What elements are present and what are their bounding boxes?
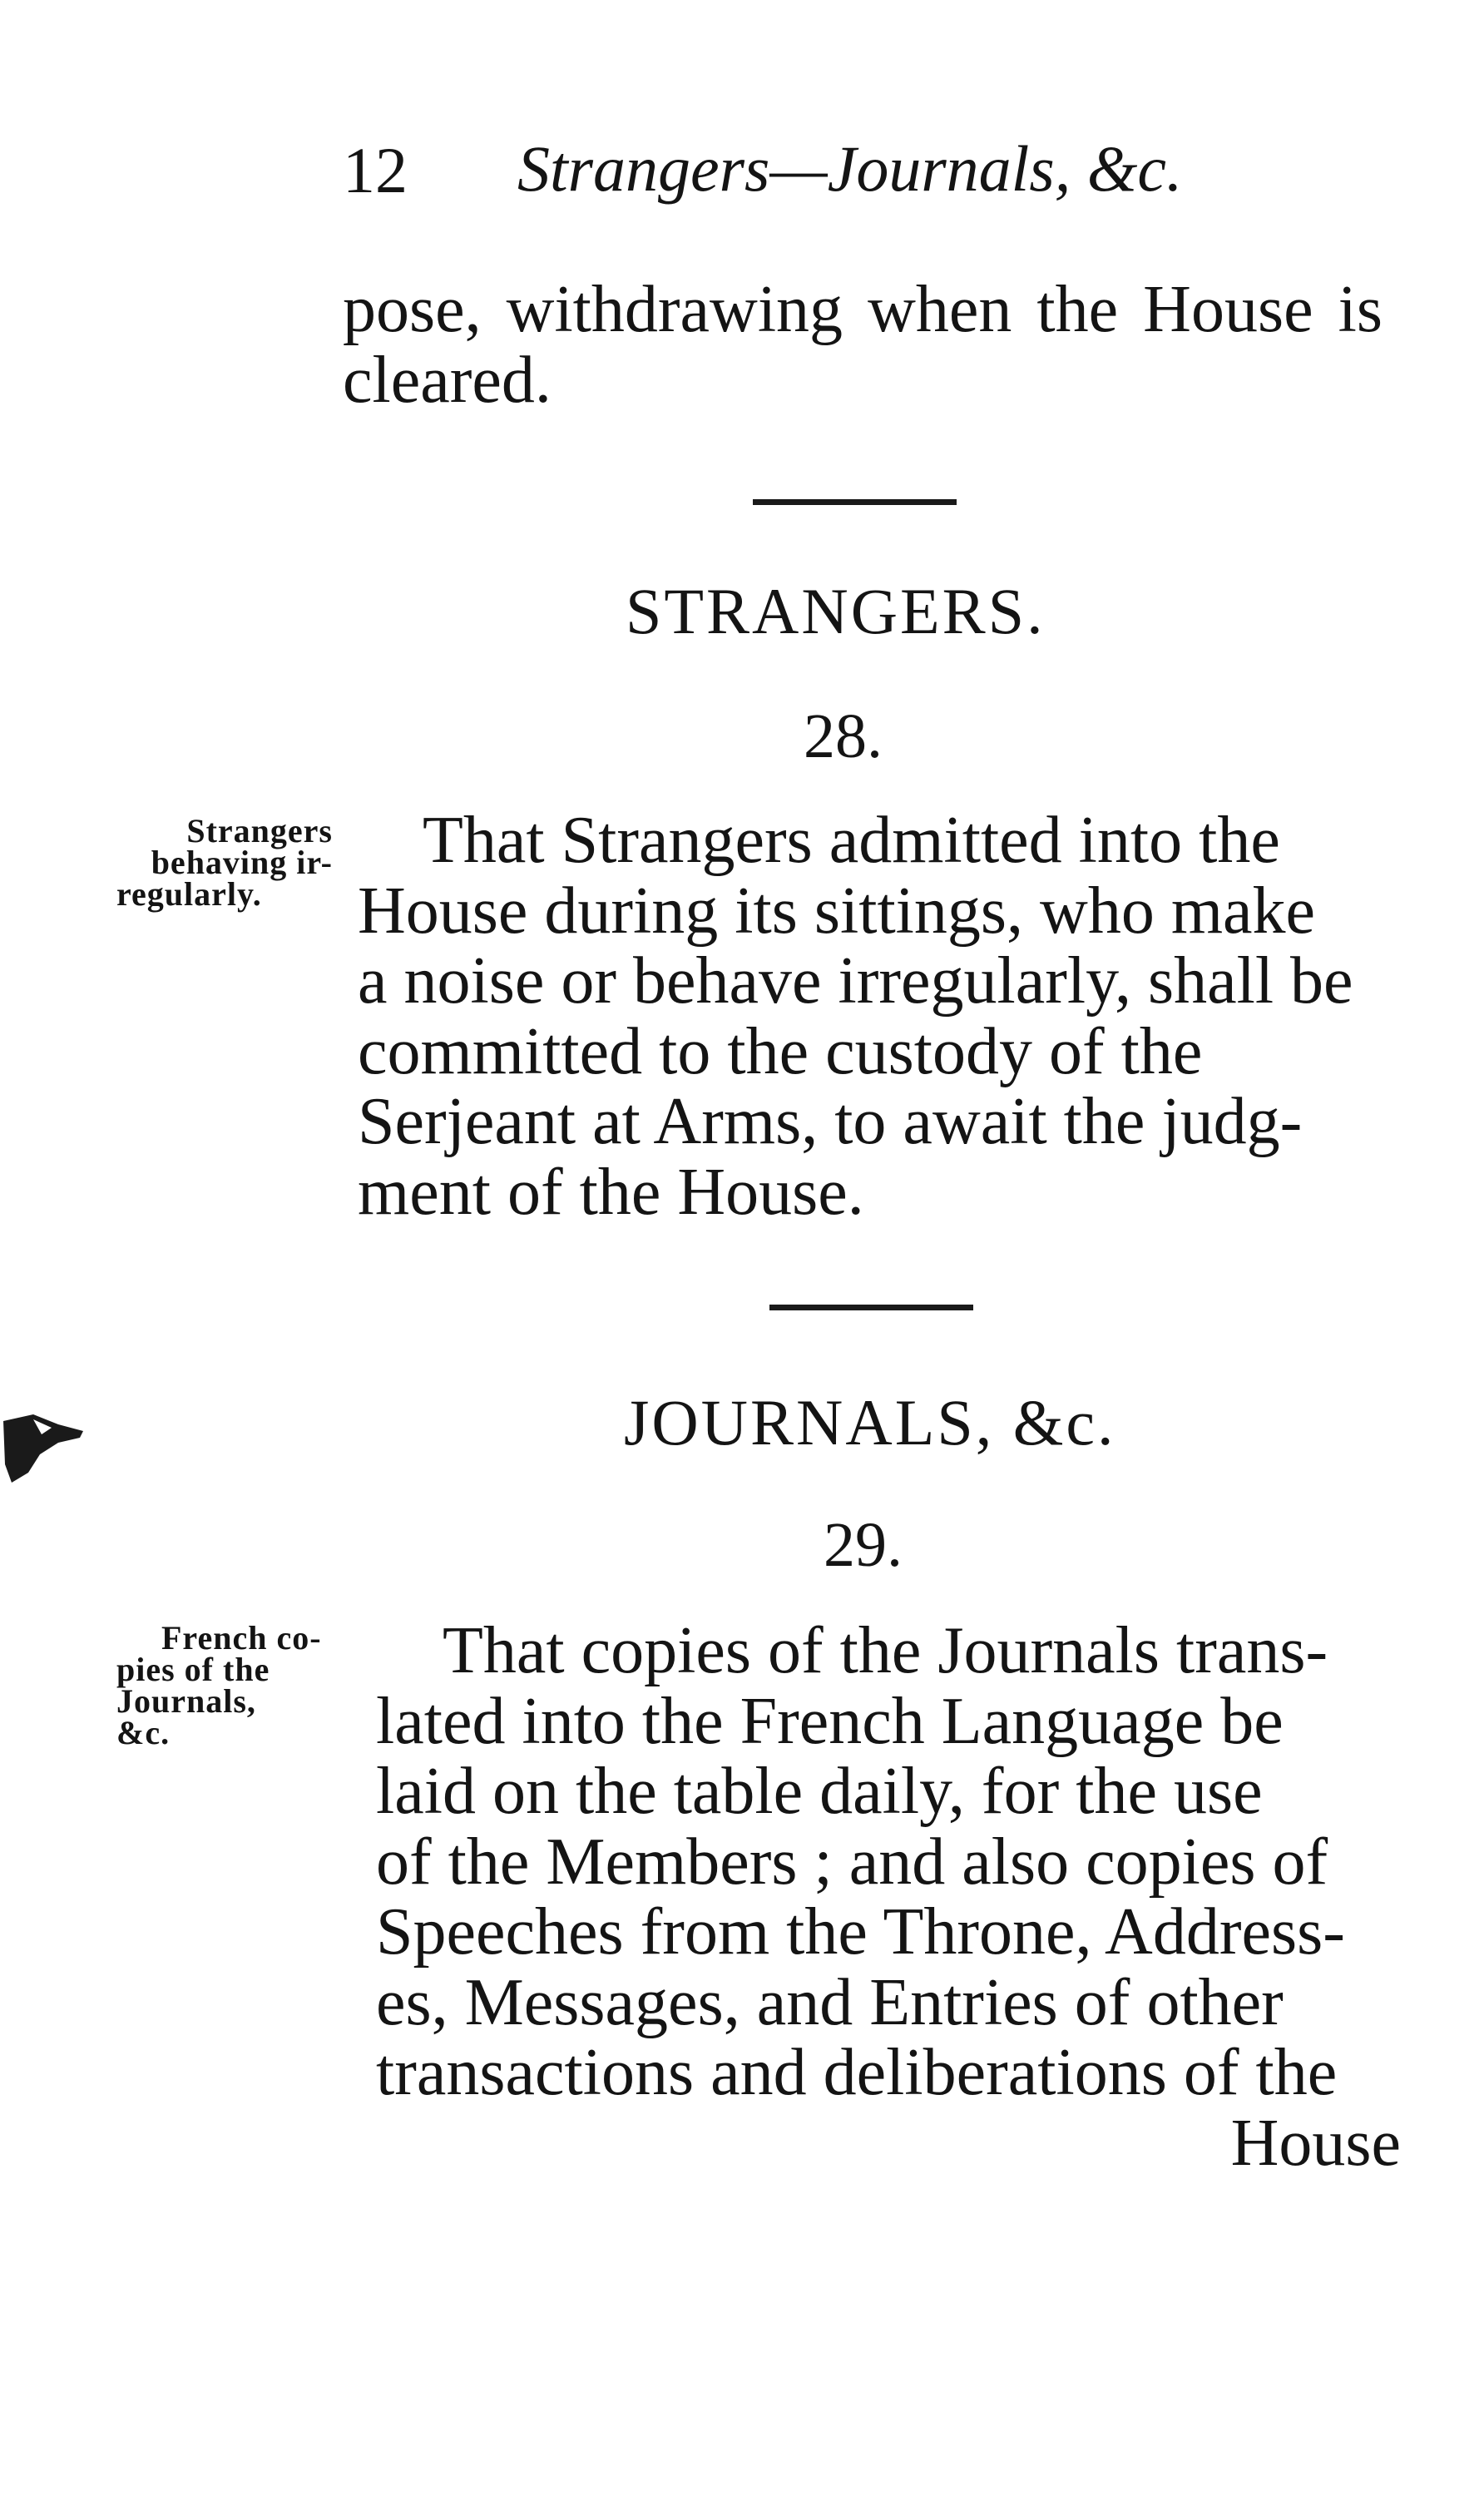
rule-number-29: 29. xyxy=(824,1510,903,1580)
body-line: transactions and deliberations of the xyxy=(376,2036,1338,2109)
section-heading-journals: JOURNALS, &c. xyxy=(624,1386,1116,1458)
body-line: ment of the House. xyxy=(358,1155,864,1229)
pointing-hand-icon xyxy=(0,1406,92,1498)
margin-note-line: pies of the xyxy=(116,1651,270,1688)
margin-note-strangers xyxy=(116,812,333,913)
body-line: House xyxy=(1230,2106,1401,2180)
page-number: 12 xyxy=(343,134,408,206)
section-heading-strangers: STRANGERS. xyxy=(626,575,1046,647)
margin-note-journals xyxy=(116,1619,366,1751)
body-line: That Strangers admitted into the xyxy=(423,804,1280,877)
running-title: Strangers—Journals, &c. xyxy=(517,132,1183,205)
margin-note-line: French co- xyxy=(161,1619,322,1657)
rule-28-body xyxy=(358,805,1383,1227)
body-line: That copies of the Journals trans- xyxy=(443,1614,1328,1687)
margin-note-line: Strangers xyxy=(186,812,333,849)
body-line: Speeches from the Throne, Address- xyxy=(376,1895,1345,1969)
margin-note-line: Journals, xyxy=(116,1682,256,1720)
section-divider xyxy=(753,499,957,505)
continuation-text: pose, withdrawing when the House is cleared. xyxy=(343,273,1383,417)
section-divider xyxy=(769,1305,973,1310)
rule-29-body xyxy=(376,1616,1401,2178)
body-line: a noise or behave irregularly, shall be xyxy=(358,944,1353,1018)
body-line: laid on the table daily, for the use xyxy=(376,1755,1263,1828)
margin-note-line: regularly. xyxy=(116,875,262,913)
margin-note-line: &c. xyxy=(116,1714,171,1751)
body-line: lated into the French Language be xyxy=(376,1684,1284,1758)
body-line: Serjeant at Arms, to await the judg- xyxy=(358,1085,1303,1158)
body-line: of the Members ; and also copies of xyxy=(376,1825,1328,1899)
body-line: committed to the custody of the xyxy=(358,1014,1203,1088)
rule-number-28: 28. xyxy=(804,701,883,771)
body-line: House during its sittings, who make xyxy=(358,874,1316,948)
body-line: es, Messages, and Entries of other xyxy=(376,1965,1284,2039)
margin-note-line: behaving ir- xyxy=(151,844,333,881)
